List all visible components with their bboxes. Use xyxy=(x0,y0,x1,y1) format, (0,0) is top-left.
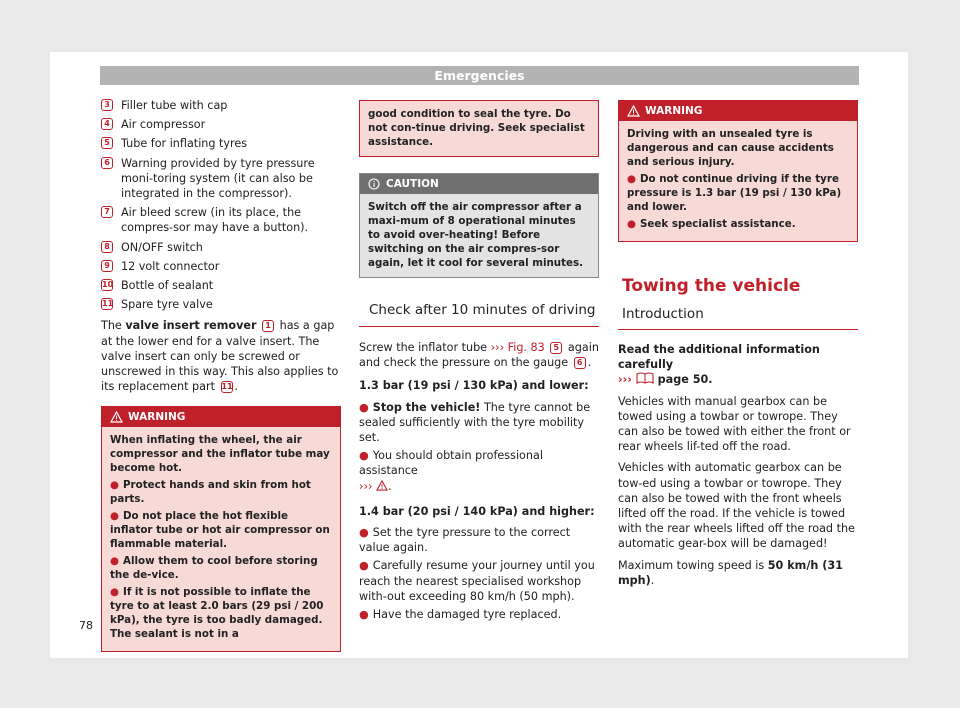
subsection-heading: Introduction xyxy=(618,306,858,330)
warning-intro: Driving with an unsealed tyre is dangerous and can cause accidents and serious injury. xyxy=(627,128,834,168)
read-info-note xyxy=(618,342,858,388)
legend-text: Warning provided by tyre pressure moni-toring system (it can also be integrated in the compressor). xyxy=(121,156,315,201)
warning-header xyxy=(619,101,857,121)
list-item xyxy=(110,554,332,582)
legend-item xyxy=(101,117,341,132)
book-icon xyxy=(636,372,654,384)
bullet-icon: ● xyxy=(110,479,119,492)
text: You should obtain professional assistance xyxy=(359,449,543,478)
legend-text: Spare tyre valve xyxy=(121,298,213,312)
caution-header xyxy=(360,174,598,194)
column-right xyxy=(618,98,858,594)
chapter-header: Emergencies xyxy=(100,66,859,85)
list-item xyxy=(110,585,332,641)
legend-number: 11 xyxy=(102,299,114,309)
list-item xyxy=(110,509,332,551)
text: The tyre cannot be sealed sufficiently with the tyre mobility set. xyxy=(359,400,591,445)
list-item-text: Set the tyre pressure to the correct value again. xyxy=(359,526,571,555)
warning-bullets xyxy=(627,172,849,231)
legend-number: 8 xyxy=(101,241,113,253)
valve-remover-term: valve insert remover xyxy=(125,319,257,333)
reference-arrow-link[interactable]: ››› xyxy=(618,373,632,387)
list-item-text: Do not continue driving if the tyre pressure is 1.3 bar (19 psi / 130 kPa) and lower. xyxy=(627,173,842,213)
text: Read the additional information carefully xyxy=(618,343,820,372)
bullet-icon: ● xyxy=(359,526,369,540)
legend-item xyxy=(101,98,341,113)
legend-text: Air bleed screw (in its place, the compres-sor may have a button). xyxy=(121,206,309,235)
list-item xyxy=(359,607,599,622)
list-item: ● You should obtain professional assistance ››› . xyxy=(359,449,543,493)
list-item-text: Seek specialist assistance. xyxy=(640,218,796,230)
bullet-icon: ● xyxy=(110,586,119,599)
page-reference[interactable]: page 50 xyxy=(657,373,709,387)
ref-number: 11 xyxy=(221,382,233,392)
legend-item xyxy=(101,205,341,235)
paragraph: Vehicles with manual gearbox can be towed using a towbar or towrope. They can also be towed with either the front or rear wheels lif-ted off the road. xyxy=(618,394,851,454)
ref-number: 5 xyxy=(550,342,562,354)
bullet-icon: ● xyxy=(359,559,369,573)
list-item xyxy=(627,172,849,214)
legend-item xyxy=(101,259,341,274)
bullet-icon: ● xyxy=(627,218,636,230)
pressure-low-heading: 1.3 bar (19 psi / 130 kPa) and lower: xyxy=(359,379,589,393)
bullet-list xyxy=(359,525,599,622)
warning-intro: When inflating the wheel, the air compressor and the inflator tube may become hot. xyxy=(110,434,330,475)
caution-title: CAUTION xyxy=(386,178,439,190)
legend-item xyxy=(101,240,341,255)
legend-text: Filler tube with cap xyxy=(121,99,228,112)
warning-box xyxy=(618,100,858,242)
legend-item xyxy=(101,156,341,202)
warning-triangle-icon xyxy=(110,411,123,423)
legend-item xyxy=(101,297,341,312)
warning-header xyxy=(102,407,340,427)
text: . xyxy=(650,573,655,587)
warning-bullets xyxy=(110,478,332,641)
legend-text: Tube for inflating tyres xyxy=(121,137,248,151)
list-item-text: Have the damaged tyre replaced. xyxy=(372,608,562,622)
text: . xyxy=(708,373,713,387)
legend-text: Bottle of sealant xyxy=(121,279,214,293)
page-number: 78 xyxy=(79,619,93,632)
reference-arrow-link[interactable]: ››› xyxy=(359,479,373,493)
warning-body xyxy=(619,121,857,241)
text: has a gap at the lower end for a valve insert. The valve insert can only be screwed or unscrewed in this way. This also applies to its replacement part xyxy=(101,319,339,394)
text: . xyxy=(587,356,592,370)
list-item-text: Protect hands and skin from hot parts. xyxy=(110,479,311,506)
bullet-icon: ● xyxy=(359,608,369,622)
bullet-icon: ● xyxy=(110,510,119,523)
list-item-text: Carefully resume your journey until you reach the nearest specialised workshop with-out exceeding 80 km/h (50 mph). xyxy=(359,559,595,603)
legend-list xyxy=(101,98,341,312)
legend-number: 9 xyxy=(101,260,113,272)
info-circle-icon xyxy=(368,178,380,190)
legend-text: Air compressor xyxy=(121,118,206,132)
text: Screw the inflator tube xyxy=(359,341,491,354)
warning-continued-box xyxy=(359,100,599,157)
legend-number: 6 xyxy=(101,157,113,169)
list-item xyxy=(627,217,849,231)
caution-box xyxy=(359,173,599,278)
legend-number: 7 xyxy=(101,206,113,218)
ref-number: 1 xyxy=(262,320,274,332)
caution-body: Switch off the air compressor after a maxi-mum of 8 operational minutes to avoid over-heating! Before switching on the air compres-sor again, let it cool for several minutes. xyxy=(360,194,598,277)
bullet-icon: ● xyxy=(110,555,119,568)
bullet-icon: ● xyxy=(359,400,369,414)
list-item xyxy=(359,525,599,555)
list-item-text: Allow them to cool before storing the de-vice. xyxy=(110,555,318,582)
stop-vehicle-text: Stop the vehicle! xyxy=(372,400,481,414)
warning-triangle-icon xyxy=(376,480,388,491)
ref-number: 6 xyxy=(574,357,586,369)
towing-speed-value: 50 km/h (31 mph) xyxy=(618,558,843,587)
text: The xyxy=(101,319,126,333)
text: . xyxy=(234,380,239,394)
column-middle xyxy=(359,98,599,625)
bullet-icon: ● xyxy=(359,449,369,463)
warning-continued-text: good condition to seal the tyre. Do not con-tinue driving. Seek specialist assistance. xyxy=(360,101,598,156)
warning-body xyxy=(102,427,340,651)
legend-item xyxy=(101,136,341,151)
section-heading: Towing the vehicle xyxy=(622,276,801,296)
text: again and check the pressure on the gauge xyxy=(359,341,599,370)
legend-number: 5 xyxy=(101,137,113,149)
warning-box xyxy=(101,406,341,652)
list-item xyxy=(359,400,599,446)
figure-link[interactable]: ››› Fig. 83 xyxy=(490,341,545,354)
list-item-text: If it is not possible to inflate the tyre to at least 2.0 bars (29 psi / 200 kPa), the tyre is too badly damaged. The sealant is not in a xyxy=(110,586,324,641)
legend-number: 10 xyxy=(102,280,114,290)
pressure-high-heading: 1.4 bar (20 psi / 140 kPa) and higher: xyxy=(359,504,595,518)
list-item xyxy=(359,558,599,604)
legend-item xyxy=(101,278,341,293)
warning-triangle-icon xyxy=(627,105,640,117)
warning-title: WARNING xyxy=(128,411,186,424)
bullet-icon: ● xyxy=(627,173,636,185)
valve-paragraph xyxy=(101,318,341,394)
paragraph: Vehicles with automatic gearbox can be tow-ed using a towbar or towrope. They can also be towed with the front wheels lifted off the road. If the vehicle is towed with the rear wheels lifted off the road the automatic gear-box will be damaged! xyxy=(618,461,855,551)
legend-number: 3 xyxy=(101,99,113,111)
warning-title: WARNING xyxy=(645,105,703,117)
legend-text: ON/OFF switch xyxy=(121,240,203,254)
column-left xyxy=(101,98,341,652)
text: Maximum towing speed is xyxy=(618,558,768,572)
legend-number: 4 xyxy=(101,118,113,130)
section-title: Check after 10 minutes of driving xyxy=(359,302,599,327)
inflator-paragraph xyxy=(359,340,599,370)
list-item xyxy=(110,478,332,506)
legend-text: 12 volt connector xyxy=(121,259,220,273)
towing-speed-paragraph xyxy=(618,558,858,588)
list-item-text: Do not place the hot flexible inflator tube or hot air compressor on flammable material. xyxy=(110,510,330,551)
